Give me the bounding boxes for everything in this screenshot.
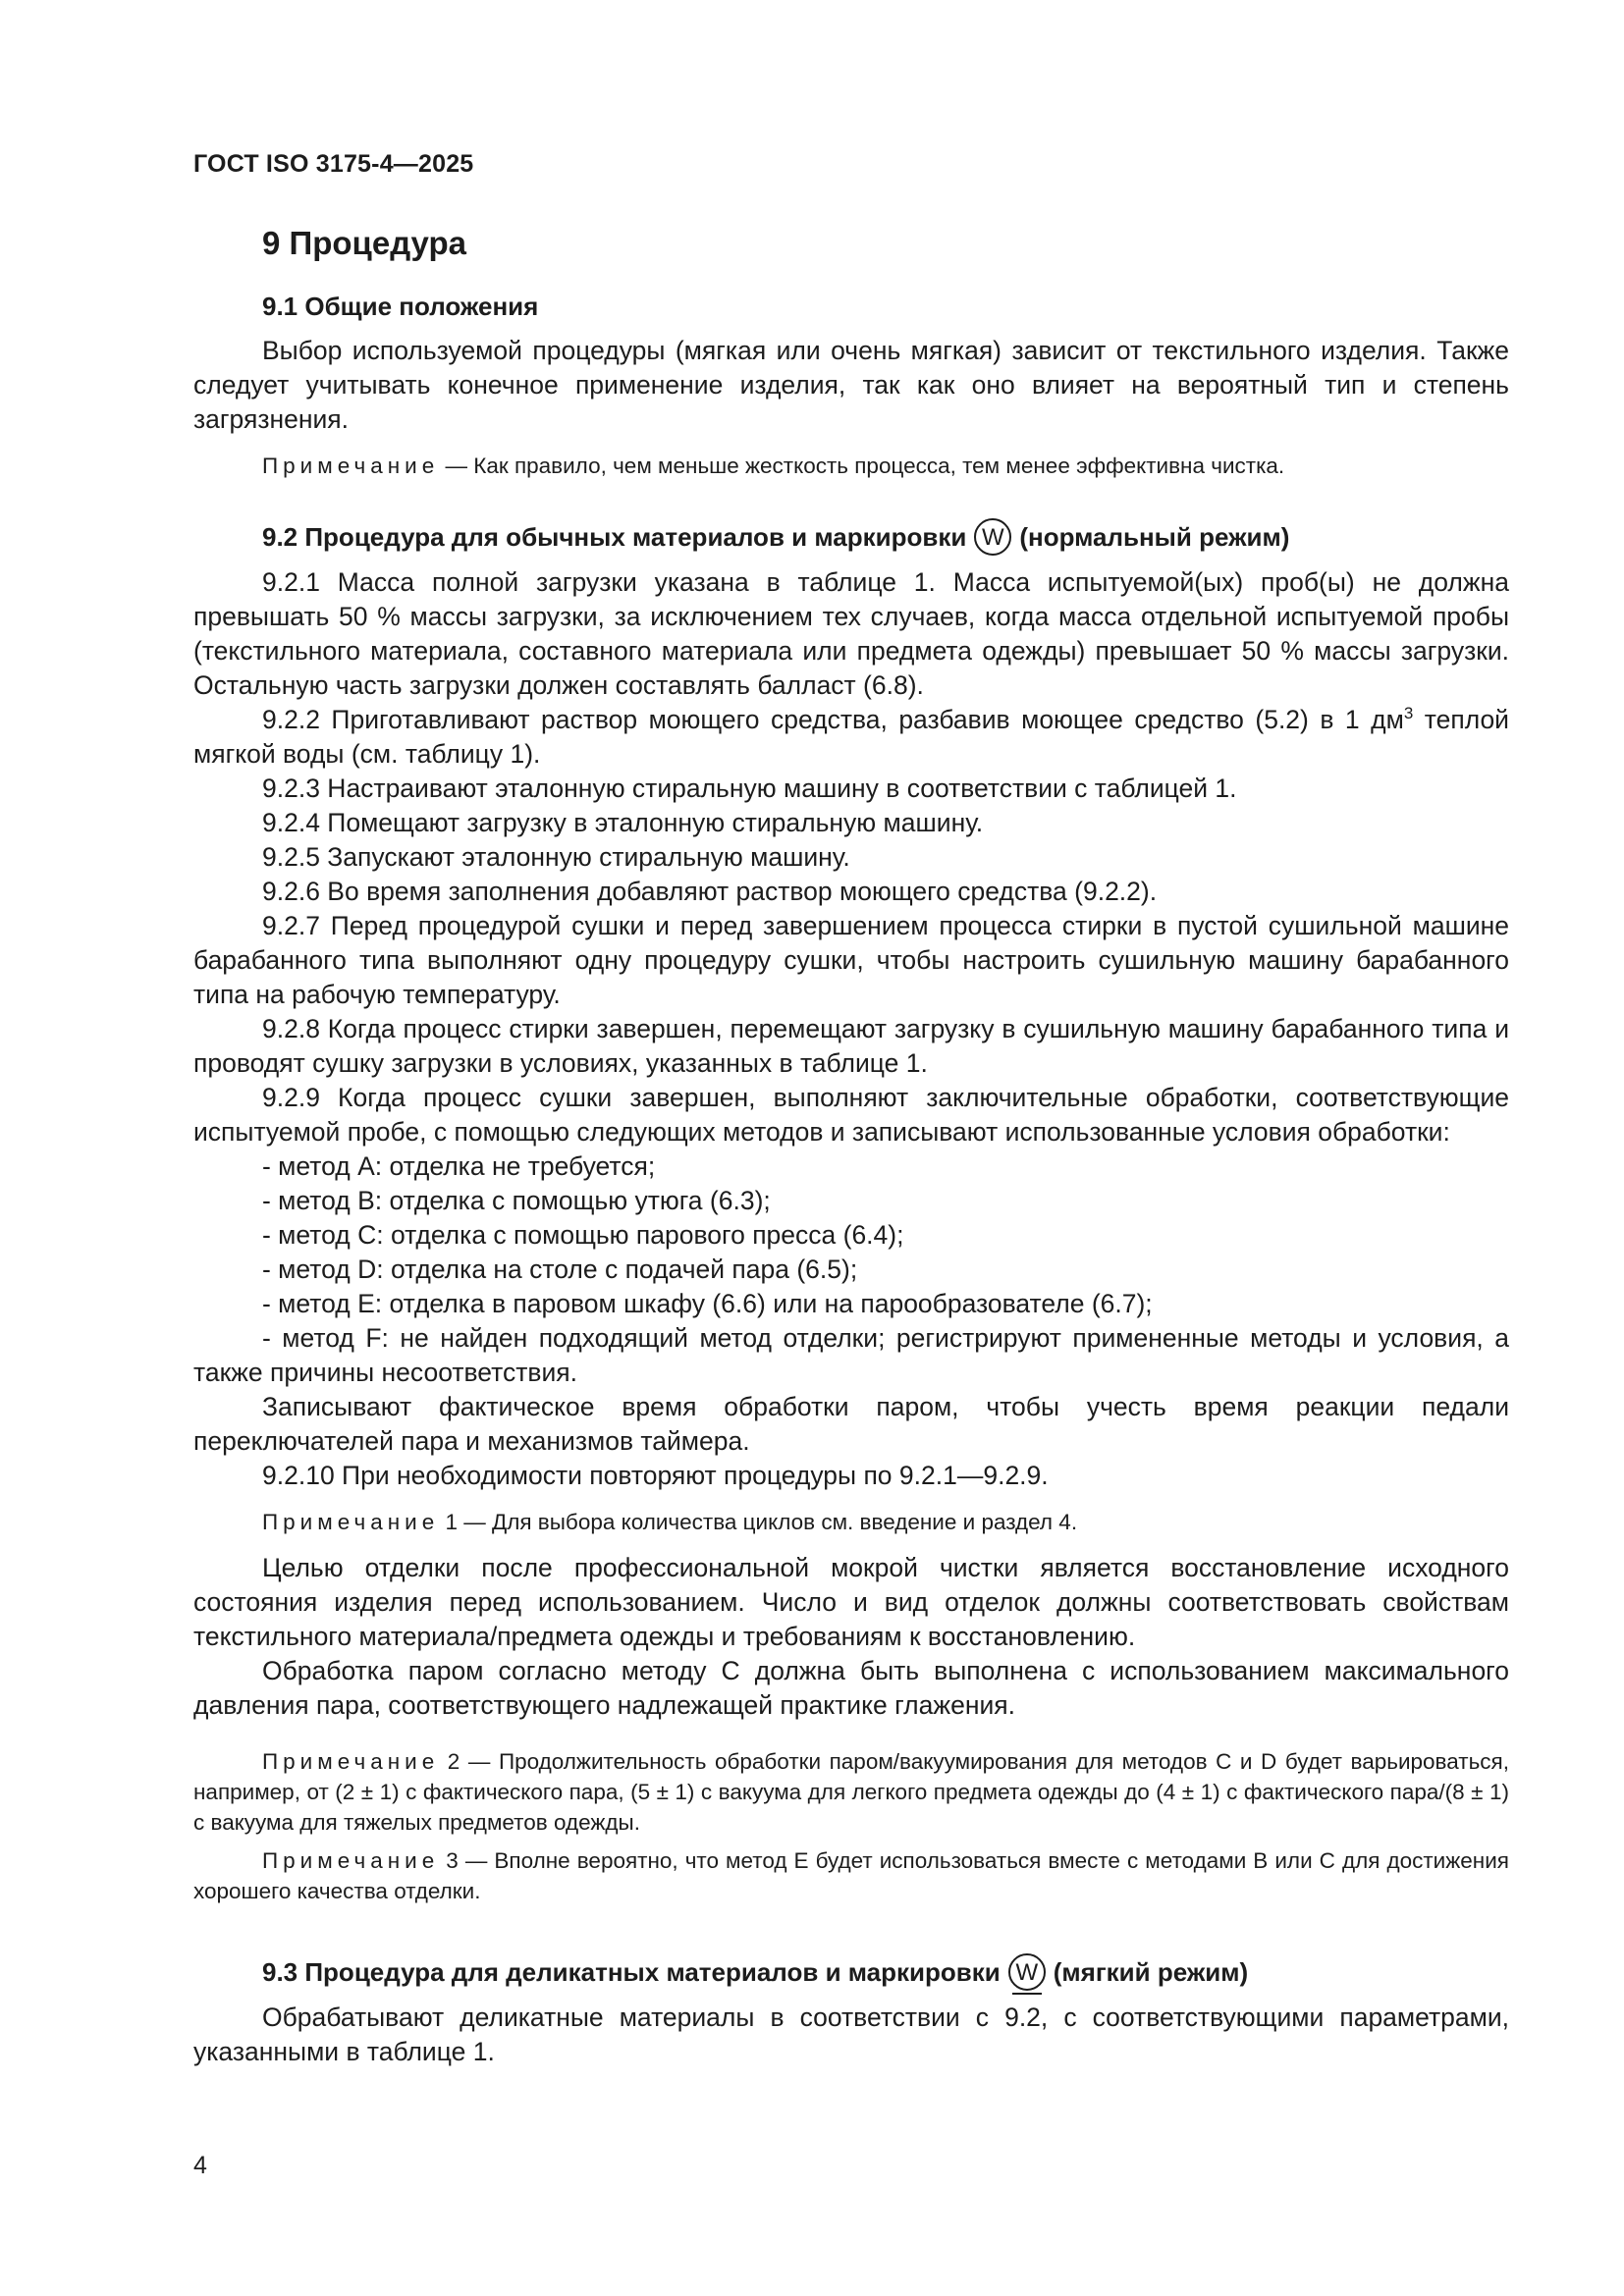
note-label: Примечание [262,1749,440,1774]
note-label: Примечание [262,1510,440,1534]
note-2 [193,1746,1509,1838]
finishing-goal-paragraph: Целью отделки после профессиональной мокрой чистки является восстановление исходного состояния изделия перед использованием. Число и вид отделок должны соответствовать свойствам текстильного материала/предмета одежды и требованиям к восстановлению. [193,1553,1509,1651]
section-9-2-title [262,518,1509,556]
section-9-1-title: 9.1 Общие положения [262,292,539,321]
note-text: 3 — Вполне вероятно, что метод E будет использоваться вместе с методами B или C для достижения хорошего качества отделки. [193,1848,1509,1903]
document-header: ГОСТ ISO 3175-4—2025 [193,150,474,178]
para-9-2-9: 9.2.9 Когда процесс сушки завершен, выполняют заключительные обработки, соответствующие испытуемой пробе, с помощью следующих методов и записывают использованные условия обработки: [193,1083,1509,1147]
list-item: - метод E: отделка в паровом шкафу (6.6) или на парообразователе (6.7); [262,1289,1153,1318]
list-item: - метод F: не найден подходящий метод отделки; регистрируют примененные методы и условия, а также причины несоответствия. [193,1323,1509,1387]
para-9-2-2-tail: теплой мягкой воды (см. таблицу 1). [193,705,1509,769]
section-9-title: 9 Процедура [262,225,466,261]
list-item: - метод B: отделка с помощью утюга (6.3); [262,1186,771,1215]
para-9-2-2-text: 9.2.2 Приготавливают раствор моющего средства, разбавив моющее средство (5.2) в 1 дм [262,705,1404,734]
para-9-2-7: 9.2.7 Перед процедурой сушки и перед завершением процесса стирки в пустой сушильной машине барабанного типа выполняют одну процедуру сушки, чтобы настроить сушильную машину барабанного типа на рабочую температуру. [193,911,1509,1009]
note-1 [193,1507,1509,1537]
para-9-2-10: 9.2.10 При необходимости повторяют процедуры по 9.2.1—9.2.9. [262,1461,1049,1490]
para-9-2-2 [193,703,1509,772]
para-9-2-5: 9.2.5 Запускают эталонную стиральную машину. [262,842,850,872]
para-9-2-8: 9.2.8 Когда процесс стирки завершен, перемещают загрузку в сушильную машину барабанного типа и проводят сушку загрузки в условиях, указанных в таблице 1. [193,1014,1509,1078]
method-c-paragraph: Обработка паром согласно методу C должна быть выполнена с использованием максимального давления пара, соответствующего надлежащей практике глажения. [193,1656,1509,1720]
note-text: 1 — Для выбора количества циклов см. введение и раздел 4. [439,1510,1078,1534]
para-9-2-3: 9.2.3 Настраивают эталонную стиральную машину в соответствии с таблицей 1. [262,774,1237,803]
note-3 [193,1845,1509,1906]
note-label: Примечание [262,454,440,478]
list-item: - метод C: отделка с помощью парового пресса (6.4); [262,1220,904,1250]
section-9-2-title-mode: (нормальный режим) [1019,521,1290,552]
section-9-3-title-text: 9.3 Процедура для деликатных материалов и маркировки [262,1956,1001,1987]
wet-cleaning-normal-icon: W [974,518,1011,556]
page-number: 4 [193,2152,207,2179]
section-9-3-title [262,1953,1509,1991]
superscript-3: 3 [1403,704,1414,723]
note-label: Примечание [262,1848,440,1873]
page-body [193,224,1509,2069]
note-9-1 [193,451,1509,481]
section-9-3-title-mode: (мягкий режим) [1053,1956,1249,1987]
list-item: - метод D: отделка на столе с подачей пара (6.5); [262,1255,858,1284]
para-9-2-6: 9.2.6 Во время заполнения добавляют раствор моющего средства (9.2.2). [262,877,1158,906]
section-9-1-paragraph: Выбор используемой процедуры (мягкая или очень мягкая) зависит от текстильного изделия. Также следует учитывать конечное применение изделия, так как оно влияет на вероятный тип и степень загрязнения. [193,336,1509,434]
para-9-2-4: 9.2.4 Помещают загрузку в эталонную стиральную машину. [262,808,984,837]
steam-time-paragraph: Записывают фактическое время обработки паром, чтобы учесть время реакции педали переключателей пара и механизмов таймера. [193,1392,1509,1456]
section-9-2-title-text: 9.2 Процедура для обычных материалов и маркировки [262,521,967,552]
note-text: — Как правило, чем меньше жесткость процесса, тем менее эффективна чистка. [439,454,1285,478]
para-9-2-1: 9.2.1 Масса полной загрузки указана в таблице 1. Масса испытуемой(ых) проб(ы) не должна превышать 50 % массы загрузки, за исключением тех случаев, когда масса отдельной испытуемой пробы (текстильного материала, составного материала или предмета одежды) превышает 50 % массы загрузки. Остальную часть загрузки должен составлять балласт (6.8). [193,567,1509,700]
list-item: - метод A: отделка не требуется; [262,1151,656,1181]
wet-cleaning-gentle-icon: W [1008,1953,1046,1991]
note-text: 2 — Продолжительность обработки паром/вакуумирования для методов C и D будет варьироваться, например, от (2 ± 1) с фактического пара, (5 ± 1) с вакуума для легкого предмета одежды до (4 ± 1) с фактического пара/(8 ± 1) с вакуума для тяжелых предметов одежды. [193,1749,1509,1835]
section-9-3-paragraph: Обрабатывают деликатные материалы в соответствии с 9.2, с соответствующими параметрами, указанными в таблице 1. [193,2002,1509,2066]
